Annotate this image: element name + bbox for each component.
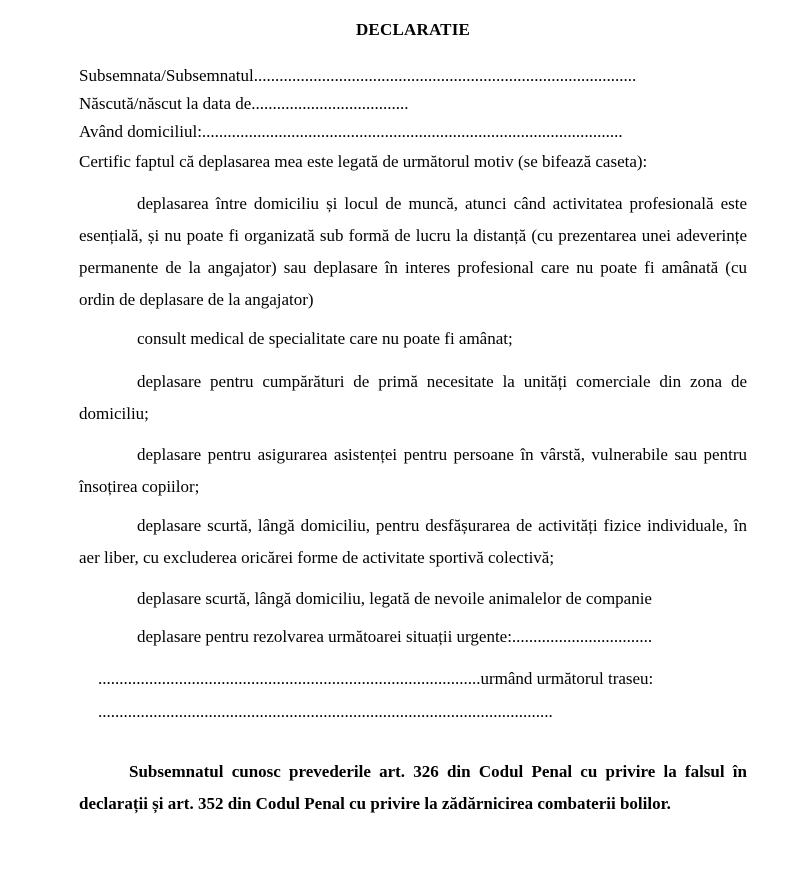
legal-notice-text: Subsemnatul cunosc prevederile art. 326 din Codul Penal cu privire la falsul în declarații și art. 352 din Codul Penal cu privire la zădărnicirea combaterii bolilor. bbox=[79, 762, 747, 813]
reason-exercise-text: deplasare scurtă, lângă domiciliu, pentru desfășurarea de activități fizice individuale, în aer liber, cu excluderea oricărei forme de activitate sportivă colectivă; bbox=[79, 516, 747, 567]
route-dots-line: ........................................................................................................... bbox=[98, 702, 553, 721]
route-line: ..........................................................................................urmând următorul traseu: bbox=[98, 669, 654, 688]
certify-statement: Certific faptul că deplasarea mea este legată de următorul motiv (se bifează caseta): bbox=[79, 152, 648, 171]
name-field-line: Subsemnata/Subsemnatul.......................................................................................... bbox=[79, 66, 637, 85]
birth-date-field-line: Născută/născut la data de..................................... bbox=[79, 94, 409, 113]
reason-assistance bbox=[79, 439, 747, 503]
document-title: DECLARATIE bbox=[355, 20, 471, 39]
reason-assistance-text: deplasare pentru asigurarea asistenței pentru persoane în vârstă, vulnerabile sau pentru însoțirea copiilor; bbox=[79, 445, 747, 496]
reason-shopping bbox=[79, 366, 747, 430]
reason-work-text: deplasarea între domiciliu și locul de muncă, atunci când activitatea profesională este esențială, și nu poate fi organizată sub formă de lucru la distanță (cu prezentarea unei adeverințe permanente de la angajator) sau deplasare în interes profesional care nu poate fi amânată (cu ordin de deplasare de la angajator) bbox=[79, 194, 747, 309]
domicile-field-line: Având domiciliul:................................................................................................... bbox=[79, 122, 623, 141]
reason-work bbox=[79, 188, 747, 316]
legal-notice bbox=[79, 756, 747, 819]
reason-urgent: deplasare pentru rezolvarea următoarei situații urgente:................................. bbox=[137, 627, 653, 646]
reason-pets: deplasare scurtă, lângă domiciliu, legată de nevoile animalelor de companie bbox=[137, 589, 652, 608]
reason-medical: consult medical de specialitate care nu poate fi amânat; bbox=[137, 329, 513, 348]
reason-exercise bbox=[79, 510, 747, 574]
reason-shopping-text: deplasare pentru cumpărături de primă necesitate la unități comerciale din zona de domiciliu; bbox=[79, 372, 747, 423]
